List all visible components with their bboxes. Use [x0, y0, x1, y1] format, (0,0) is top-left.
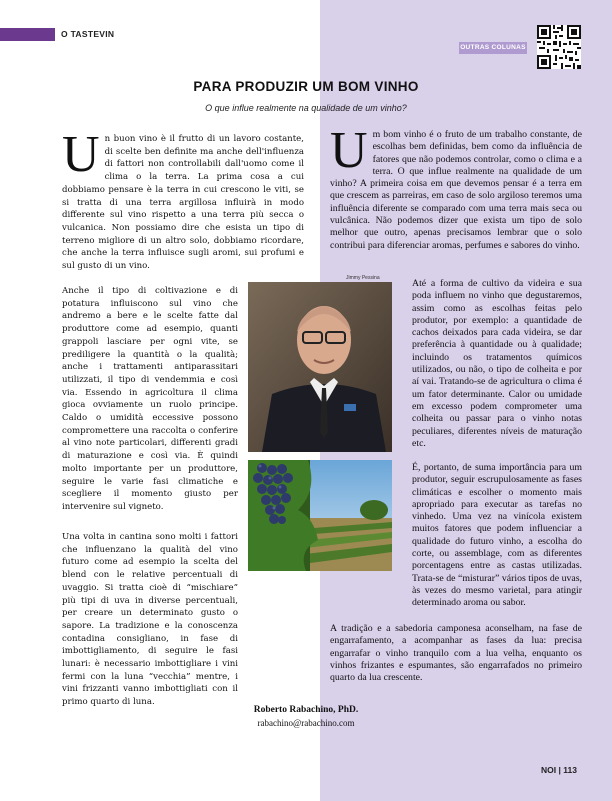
- section-color-bar: [0, 28, 55, 41]
- author-portrait: [248, 282, 392, 452]
- section-label: O TASTEVIN: [61, 29, 115, 39]
- outras-colunas-badge[interactable]: OUTRAS COLUNAS: [459, 42, 527, 54]
- page-number: NOI | 113: [541, 765, 577, 775]
- italian-paragraph-3: Una volta in cantina sono molti i fattori che influenzano la qualità del vino futuro come ad esempio la scelta del blend con le relative percentuali di uvaggio. Si tratta cioè di “mischiare” più tipi di uva in diverse percentuali, per creare un determinato gusto o sapore. La tradizione e la conoscenza contadina consigliano, in fase di imbottigliamento, di seguire le fasi lunari: è necessario imbottigliare i vini fermi con la luna “vecchia” mentre, i vini frizzanti vanno imbottigliati con il primo quarto di luna.: [62, 532, 238, 708]
- article-title: PARA PRODUZIR UM BOM VINHO: [193, 79, 419, 94]
- portuguese-paragraph-3: É, portanto, de suma importância para um produtor, seguir escrupulosamente as fases climáticas e escolher o momento mais apropriado para executar as tarefas no vinhedo. Uma vez na vinícola existem muitos fatores que podem influenciar a qualidade do futuro vinho, a escolha do corte, ou assemblage, com as diferentes porcentagens entre as castas utilizadas. Trata-se de “misturar” vários tipos de uvas, às vezes do mesmo varietal, para atingir determinado aroma ou sabor.: [412, 462, 582, 609]
- drop-cap: U: [330, 122, 368, 179]
- italian-paragraph-2: Anche il tipo di coltivazione e di potatura influiscono sul vino che andremo a bere e le scelte fatte dal produttore come ad esempio, quanti grappoli lasciare per ogni vite, se prediligere la quantità o la qualità; anche i trattamenti antiparassitari utilizzati, il tipo di vendemmia e così via. Essendo in agricoltura il clima gioca ovviamente un ruolo principe. Caldo o umidità eccessive possono compromettere una raccolta o conferire al vino note particolari, differenti gradi di maturazione e così via. È quindi molto importante per un produttore, seguire le varie fasi climatiche e scegliere il momento giusto per intervenire sul vigneto.: [62, 286, 238, 512]
- grapes-vineyard-photo: [248, 460, 392, 571]
- portuguese-paragraph-2: Até a forma de cultivo da videira e sua poda influem no vinho que degustaremos, assim como as escolhas feitas pelo produtor, por exemplo: a quantidade de cachos deixados para cada videira, se dar preferência à quantidade ou à qualidade; incluindo os tratamentos químicos utilizados, ou não, o tipo de colheita e por aí vai. Tratando-se de agricultura o clima é um fator determinante. Calor ou umidade em excesso podem comprometer uma colheita ou passar para o vinho notas peculiares, diferentes níveis de maturação etc.: [412, 278, 582, 449]
- photo-credit: Jimmy Pessina: [346, 275, 380, 281]
- author-email-link[interactable]: rabachino@rabachino.com: [257, 718, 355, 728]
- portuguese-paragraph-1: Um bom vinho é o fruto de um trabalho constante, de escolhas bem definidas, bem como da influência de fatores que não podemos controlar, como o clima e a terra. O que influe realmente na qualidade de um vinho? A primeira coisa em que devemos pensar é a terra em que crescem as parreiras, em caso de solo argiloso teremos uma influência diferente se comparado com uma terra mais seca ou vulcânica. Não podemos dizer que exista um tipo de solo melhor que outro, apenas precisamos lembrar que o solo contribui para diferenciar aromas, perfumes e sabores do vinho.: [330, 122, 582, 251]
- drop-cap: U: [62, 126, 100, 183]
- portuguese-paragraph-4: A tradição e a sabedoria camponesa aconselham, na fase de engarrafamento, a acompanhar as fases da lua: precisa engarrafar o vinho tranquilo com a lua velha, enquanto os vinhos frizantes e espumantes, são engarrafados no primeiro quarto da lua crescente.: [330, 623, 582, 684]
- author-name: Roberto Rabachino, PhD.: [253, 705, 359, 715]
- italian-paragraph-1: Un buon vino è il frutto di un lavoro costante, di scelte ben definite ma anche dell'influenza di fattori non controllabili dall'uomo come il clima o la terra. La prima cosa a cui dobbiamo pensare è la terra in cui crescono le viti, se si tratta di una terra argillosa influirà in modo differente sul vino rispetto a una terra più secca o vulcanica. Non possiamo dire che esista un tipo di terreno migliore di un altro solo, dobbiamo ricordare, che anche la terra influisce sugli aromi, sui profumi e sul gusto di un vino.: [62, 126, 304, 272]
- article-subtitle: O que influe realmente na qualidade de um vinho?: [205, 103, 407, 113]
- qr-code-icon[interactable]: [537, 25, 581, 69]
